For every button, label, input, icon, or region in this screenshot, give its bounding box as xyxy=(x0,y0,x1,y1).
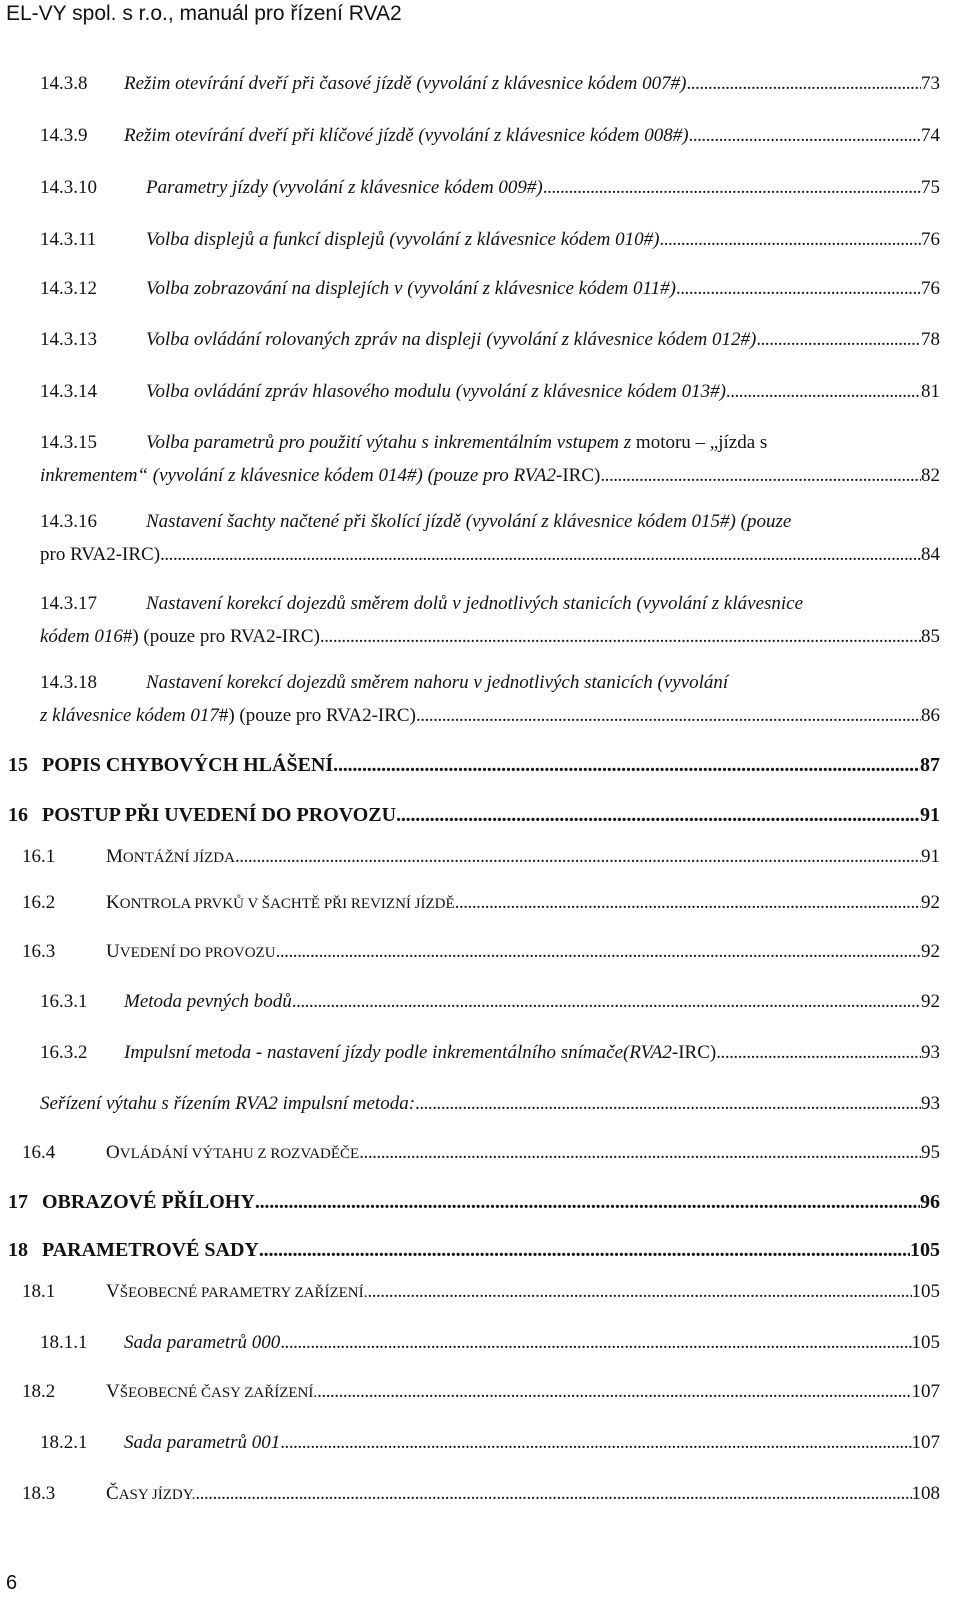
dot-leader xyxy=(280,1326,911,1359)
toc-number: 14.3.8 xyxy=(40,73,88,94)
toc-entry-17[interactable] xyxy=(8,1186,940,1219)
toc-number: 14.3.15 xyxy=(40,432,97,453)
toc-title-line-1: Volba parametrů pro použití výtahu s inkrementálním vstupem z motoru – „jízda s xyxy=(146,432,768,453)
toc-page: 105 xyxy=(911,1332,940,1353)
dot-leader xyxy=(235,840,921,873)
toc-page: 81 xyxy=(921,381,940,402)
dot-leader xyxy=(543,171,921,204)
toc-page: 95 xyxy=(921,1142,940,1163)
toc-page: 75 xyxy=(921,177,940,198)
dot-leader xyxy=(280,1426,911,1459)
toc-number: 14.3.12 xyxy=(40,278,97,299)
toc-entry-15[interactable] xyxy=(8,749,940,782)
dot-leader xyxy=(415,1087,921,1120)
dot-leader xyxy=(367,1275,911,1308)
toc-title: Volba zobrazování na displejích v (vyvolání z klávesnice kódem 011#) xyxy=(146,278,676,299)
toc-entry-16-1[interactable] xyxy=(22,840,940,875)
toc-entry-14-3-12[interactable] xyxy=(40,272,940,305)
dot-leader xyxy=(416,699,921,732)
toc-number: 14.3.16 xyxy=(40,511,97,532)
dot-leader xyxy=(333,749,920,782)
toc-title: KONTROLA PRVKŮ V ŠACHTĚ PŘI REVIZNÍ JÍZDĚ xyxy=(106,892,455,913)
dot-leader xyxy=(320,620,921,653)
toc-title: Impulsní metoda - nastavení jízdy podle inkrementálního snímače(RVA2 xyxy=(124,1042,672,1063)
dot-leader xyxy=(317,1375,911,1408)
dot-leader xyxy=(716,1036,921,1069)
dot-leader xyxy=(359,1136,921,1169)
toc-number: 15 xyxy=(8,754,28,776)
toc-title: Sada parametrů 000 xyxy=(124,1332,281,1353)
toc-page: 105 xyxy=(910,1239,940,1261)
toc-title: Volba ovládání zpráv hlasového modulu (vyvolání z klávesnice kódem 013#) xyxy=(146,381,726,402)
toc-number: 18.3 xyxy=(22,1483,56,1504)
toc-title-line-2: inkrementem“ (vyvolání z klávesnice kódem 014#) (pouze pro RVA2 xyxy=(40,465,557,486)
toc-number: 18.2 xyxy=(22,1381,56,1402)
toc-title: PARAMETROVÉ SADY xyxy=(42,1239,259,1261)
dot-leader xyxy=(276,935,921,968)
toc-entry-14-3-15[interactable]: 14.3.15 Volba parametrů pro použití výtahu s inkrementálním vstupem z motoru – „jízda s inkrementem“ (vyvolání z klávesnice kódem 014#) (pouze pro RVA2 -IRC) . . . 82 xyxy=(40,426,940,492)
toc-page: 93 xyxy=(921,1093,940,1114)
toc-title: OVLÁDÁNÍ VÝTAHU Z ROZVADĚČE xyxy=(106,1142,360,1163)
toc-title-line-2: pro RVA2-IRC) xyxy=(40,544,161,565)
dot-leader xyxy=(726,375,921,408)
toc-entry-16[interactable] xyxy=(8,799,940,832)
toc-entry-14-3-18[interactable]: 14.3.18 Nastavení korekcí dojezdů směrem nahoru v jednotlivých stanicích (vyvolání z klávesnice kódem 017 #) (pouze pro RVA2-IRC) . . . 86 xyxy=(40,666,940,732)
dot-leader xyxy=(686,67,921,100)
dot-leader xyxy=(455,886,921,919)
toc-number: 16.3 xyxy=(22,941,56,962)
toc-page: 74 xyxy=(921,125,940,146)
toc-page: 108 xyxy=(911,1483,940,1504)
toc-number: 16 xyxy=(8,804,28,826)
dot-leader xyxy=(292,985,921,1018)
toc-number: 14.3.13 xyxy=(40,329,97,350)
toc-entry-18-2[interactable] xyxy=(22,1375,940,1410)
toc-title: Režim otevírání dveří při časové jízdě (vyvolání z klávesnice kódem 007#) xyxy=(124,73,687,94)
toc-entry-16-3-1[interactable] xyxy=(40,985,940,1018)
toc-title-line-1: Nastavení šachty načtené při školící jízdě (vyvolání z klávesnice kódem 015#) (pouze xyxy=(146,511,792,532)
toc-number: 16.1 xyxy=(22,846,56,867)
toc-title: Seřízení výtahu s řízením RVA2 impulsní metoda: xyxy=(40,1093,416,1114)
toc-page: 84 xyxy=(921,544,940,565)
toc-entry-18-3[interactable] xyxy=(22,1477,940,1512)
dot-leader xyxy=(756,323,921,356)
toc-page: 92 xyxy=(921,892,940,913)
toc-title: Parametry jízdy (vyvolání z klávesnice kódem 009#) xyxy=(146,177,543,198)
toc-number: 16.2 xyxy=(22,892,56,913)
toc-title-line-2: z klávesnice kódem 017 xyxy=(40,705,219,726)
toc-entry-14-3-9[interactable] xyxy=(40,119,940,152)
toc-number: 18 xyxy=(8,1239,28,1261)
toc-page: 76 xyxy=(921,278,940,299)
toc-number: 14.3.10 xyxy=(40,177,97,198)
dot-leader xyxy=(160,538,921,571)
toc-number: 14.3.17 xyxy=(40,593,97,614)
toc-entry-16-4[interactable] xyxy=(22,1136,940,1171)
toc-entry-14-3-11[interactable] xyxy=(40,223,940,256)
toc-number: 16.4 xyxy=(22,1142,56,1163)
dot-leader xyxy=(255,1186,920,1219)
toc-title: UVEDENÍ DO PROVOZU xyxy=(106,941,276,962)
toc-entry-18-1-1[interactable] xyxy=(40,1326,940,1359)
toc-title: VŠEOBECNÉ ČASY ZAŘÍZENÍ. xyxy=(106,1381,318,1402)
toc-number: 16.3.2 xyxy=(40,1042,88,1063)
toc-entry-18-2-1[interactable] xyxy=(40,1426,940,1459)
toc-page: 91 xyxy=(921,846,940,867)
toc-title: Režim otevírání dveří při klíčové jízdě (vyvolání z klávesnice kódem 008#) xyxy=(124,125,689,146)
toc-title-line-2: kódem 016 xyxy=(40,626,123,647)
toc-entry-18-1[interactable] xyxy=(22,1275,940,1310)
toc-title: VŠEOBECNÉ PARAMETRY ZAŘÍZENÍ. xyxy=(106,1281,368,1302)
toc-title: ČASY JÍZDY. xyxy=(106,1483,196,1504)
toc-page: 73 xyxy=(921,73,940,94)
toc-page: 82 xyxy=(921,465,940,486)
toc-number: 14.3.9 xyxy=(40,125,88,146)
dot-leader xyxy=(396,799,920,832)
toc-entry-16-2[interactable] xyxy=(22,886,940,921)
dot-leader xyxy=(600,459,921,492)
page-header: EL-VY spol. s r.o., manuál pro řízení RVA2 xyxy=(6,2,402,25)
toc-page: 76 xyxy=(921,229,940,250)
toc-page: 91 xyxy=(920,804,940,826)
toc-entry-14-3-17[interactable]: 14.3.17 Nastavení korekcí dojezdů směrem dolů v jednotlivých stanicích (vyvolání z klávesnice kódem 016 #) (pouze pro RVA2-IRC) . . . 85 xyxy=(40,587,940,653)
toc-entry-18[interactable] xyxy=(8,1234,940,1267)
dot-leader xyxy=(259,1234,910,1267)
toc-title: Volba displejů a funkcí displejů (vyvolání z klávesnice kódem 010#) xyxy=(146,229,660,250)
toc-entry-14-3-13[interactable] xyxy=(40,323,940,356)
toc-page: 92 xyxy=(921,941,940,962)
toc-number: 14.3.14 xyxy=(40,381,97,402)
toc-entry-14-3-14[interactable] xyxy=(40,375,940,408)
dot-leader xyxy=(195,1477,911,1510)
toc-title: Metoda pevných bodů xyxy=(124,991,292,1012)
toc-page: 93 xyxy=(921,1042,940,1063)
toc-number: 14.3.18 xyxy=(40,672,97,693)
toc-page: 107 xyxy=(911,1432,940,1453)
toc-page: 105 xyxy=(911,1281,940,1302)
toc-entry-14-3-8[interactable] xyxy=(40,67,940,100)
toc-page: 86 xyxy=(921,705,940,726)
toc-title: OBRAZOVÉ PŘÍLOHY xyxy=(42,1191,255,1213)
toc-entry-14-3-10[interactable] xyxy=(40,171,940,204)
toc-number: 14.3.11 xyxy=(40,229,97,250)
toc-title: POSTUP PŘI UVEDENÍ DO PROVOZU xyxy=(42,804,397,826)
toc-entry-serizeni[interactable] xyxy=(40,1087,940,1120)
toc-page: 92 xyxy=(921,991,940,1012)
dot-leader xyxy=(676,272,921,305)
toc-page: 87 xyxy=(920,754,940,776)
toc-number: 18.1 xyxy=(22,1281,56,1302)
toc-entry-16-3-2[interactable]: 16.3.2 Impulsní metoda - nastavení jízdy podle inkrementálního snímače(RVA2 -IRC) . . . 93 xyxy=(40,1036,940,1069)
toc-title: MONTÁŽNÍ JÍZDA xyxy=(106,846,235,867)
toc-entry-14-3-16[interactable] xyxy=(40,505,940,571)
toc-title: Volba ovládání rolovaných zpráv na displeji (vyvolání z klávesnice kódem 012#) xyxy=(146,329,757,350)
toc-page: 78 xyxy=(921,329,940,350)
toc-title-line-1: Nastavení korekcí dojezdů směrem dolů v jednotlivých stanicích (vyvolání z klávesnice xyxy=(146,593,804,614)
dot-leader xyxy=(689,119,921,152)
toc-page: 107 xyxy=(911,1381,940,1402)
toc-number: 16.3.1 xyxy=(40,991,88,1012)
toc-number: 17 xyxy=(8,1191,28,1213)
toc-entry-16-3[interactable] xyxy=(22,935,940,970)
toc-number: 18.1.1 xyxy=(40,1332,88,1353)
dot-leader xyxy=(659,223,921,256)
toc-title: Sada parametrů 001 xyxy=(124,1432,281,1453)
toc-title: POPIS CHYBOVÝCH HLÁŠENÍ xyxy=(42,754,334,776)
toc-page: 85 xyxy=(921,626,940,647)
toc-page: 96 xyxy=(920,1191,940,1213)
toc-title-line-1: Nastavení korekcí dojezdů směrem nahoru v jednotlivých stanicích (vyvolání xyxy=(146,672,729,693)
toc-number: 18.2.1 xyxy=(40,1432,88,1453)
page-number: 6 xyxy=(6,1572,18,1594)
